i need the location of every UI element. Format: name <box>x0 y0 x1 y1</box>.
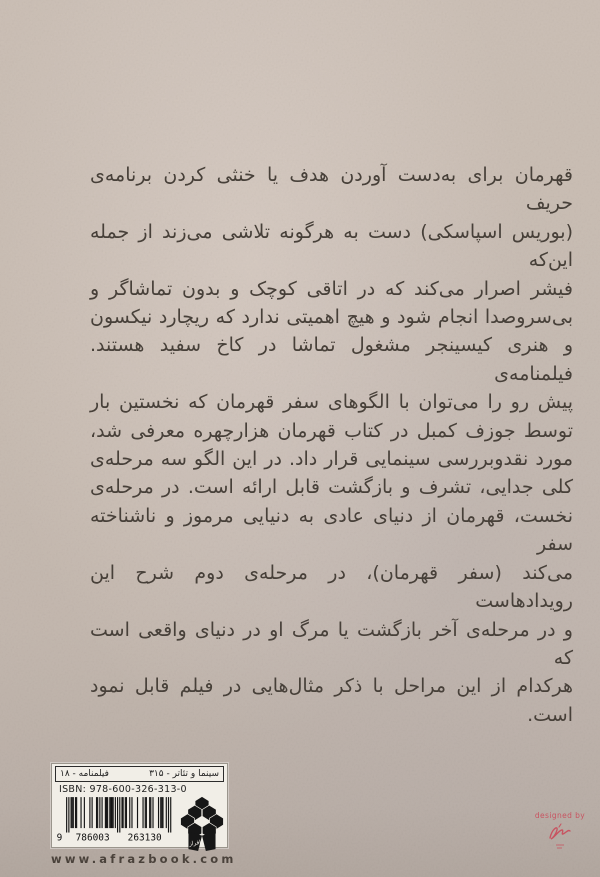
publisher-name-text: افراز <box>188 839 202 848</box>
synopsis-line: (بوریس اسپاسکی) دست به هرگونه تلاشی می‌زند از جمله این‌که <box>90 220 573 272</box>
cube-cluster <box>181 796 224 838</box>
barcode-row <box>55 796 224 852</box>
series-label: سینما و تئاتر - ۳۱۵ <box>149 768 219 779</box>
afraz-publisher-logo <box>179 796 225 852</box>
barcode-block <box>51 763 237 866</box>
synopsis-line: قهرمان برای به‌دست آوردن هدف یا خنثی کردن برنامه‌ی حریف <box>90 164 573 215</box>
synopsis-line: می‌کند (سفر قهرمان)، در مرحله‌ی دوم شرح این رویدادهاست <box>90 561 573 613</box>
barcode-digit-9: 9 <box>56 832 63 842</box>
synopsis-line: پیش رو را می‌توان با الگوهای سفر قهرمان که نخستین بار <box>90 391 573 414</box>
designer-signature-icon <box>543 821 577 851</box>
series-strip <box>55 766 224 782</box>
barcode-digits-right: 263130 <box>127 832 162 842</box>
synopsis-line: هرکدام از این مراحل با ذکر مثال‌هایی در فیلم قابل نمود است. <box>90 675 573 726</box>
synopsis-line: مورد نقدوبررسی سینمایی قرار داد. در این الگو سه مرحله‌ی <box>90 448 573 471</box>
synopsis <box>90 161 573 729</box>
synopsis-line: و هنری کیسینجر مشغول تماشا در کاخ سفید هستند. فیلمنامه‌ی <box>90 334 573 385</box>
barcode-bars <box>66 797 171 832</box>
designed-by-label: designed by <box>534 811 586 820</box>
ean13-barcode <box>55 796 179 842</box>
synopsis-line: بی‌سروصدا انجام شود و هیچ اهمیتی ندارد که ریچارد نیکسون <box>90 306 573 329</box>
isbn-text: ISBN: 978-600-326-313-0 <box>59 784 187 795</box>
synopsis-line: فیشر اصرار می‌کند که در اتاقی کوچک و بدون تماشاگر و <box>90 277 573 300</box>
designer-stamp <box>532 811 588 851</box>
synopsis-line: نخست، قهرمان از دنیای عادی به دنیایی مرموز و ناشناخته سفر <box>90 504 573 556</box>
synopsis-line: توسط جوزف کمبل در کتاب قهرمان هزارچهره معرفی شد، <box>90 419 573 442</box>
publisher-website: www.afrazbook.com <box>51 852 237 866</box>
synopsis-line: و در مرحله‌ی آخر بازگشت یا مرگ او در دنیای واقعی است که <box>90 618 573 669</box>
barcode-digits-left: 786003 <box>75 832 110 842</box>
issue-label: فیلمنامه - ۱۸ <box>60 768 109 779</box>
synopsis-line: کلی جدایی، تشرف و بازگشت قابل ارائه است. در مرحله‌ی <box>90 476 573 499</box>
barcode-box <box>51 763 228 848</box>
